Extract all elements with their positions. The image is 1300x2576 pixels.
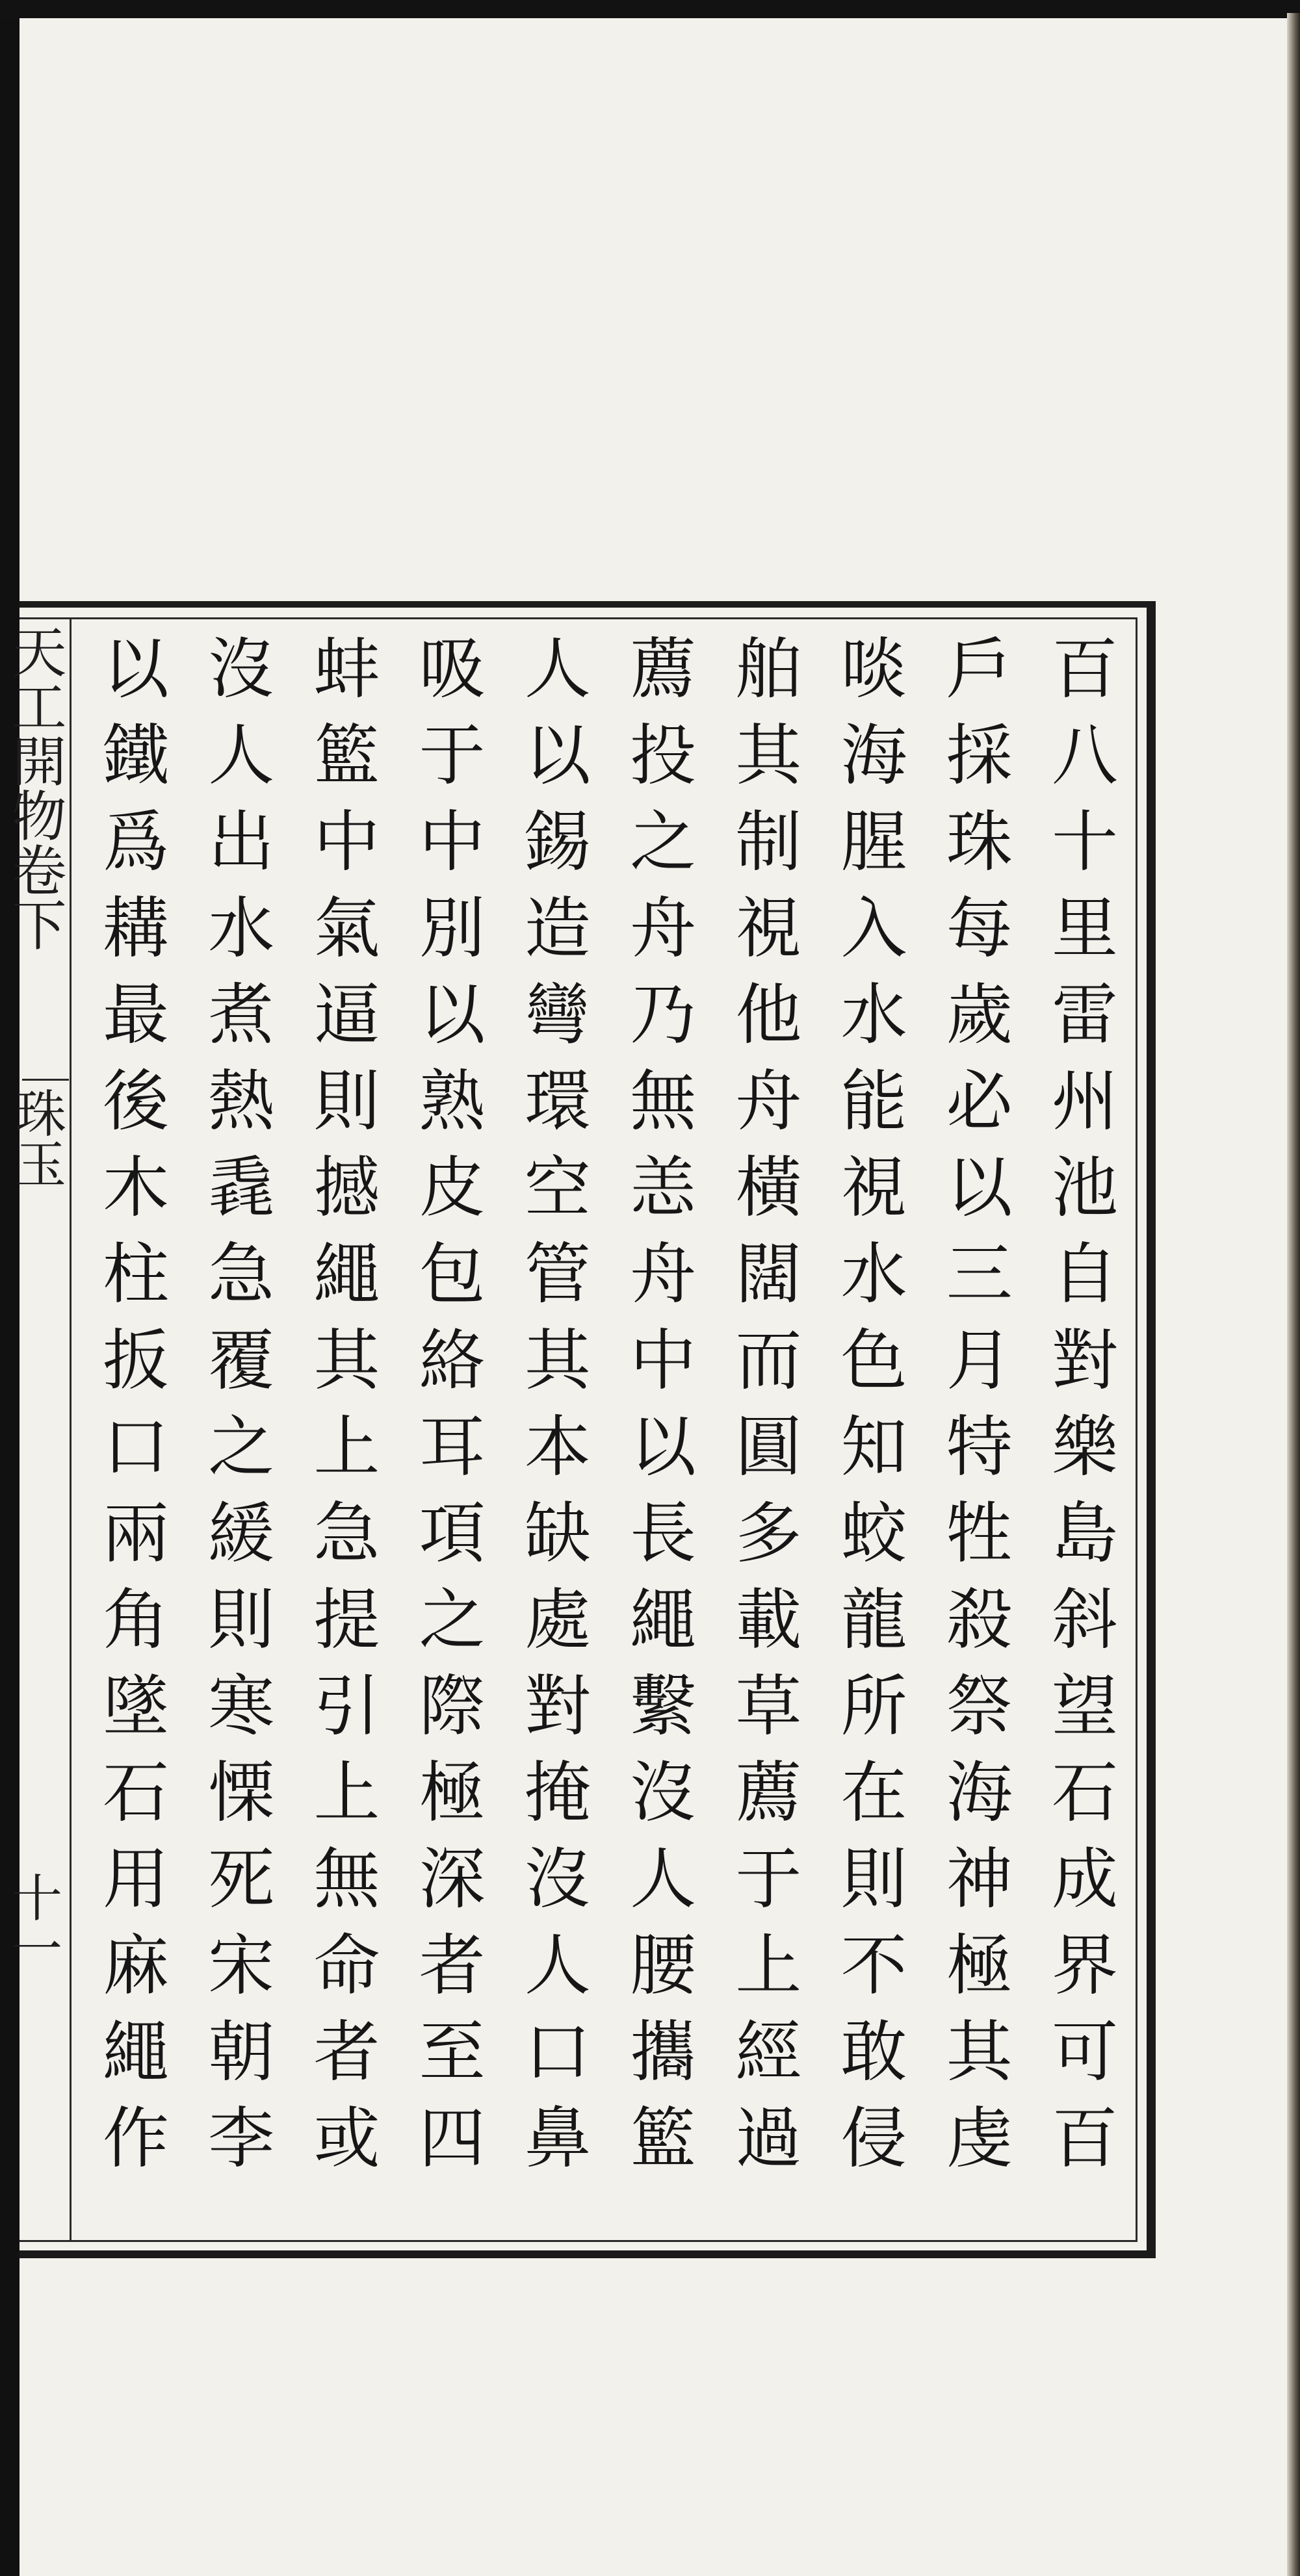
page-right-edge <box>1287 13 1300 2576</box>
text-column-1: 百八十里雷州池自對樂島斜望石成界可百 <box>1040 634 1118 2189</box>
text-column-10: 以鐵爲耩最後木柱扳口兩角墜石用麻繩作 <box>92 634 169 2189</box>
page-number: 十一 <box>3 1872 62 1973</box>
book-title: 天工開物卷下 <box>3 624 67 951</box>
section-title: 珠玉 <box>22 1079 69 1189</box>
text-column-2: 戶採珠每歲必以三月特牲殺祭海神極其虔 <box>935 634 1013 2189</box>
text-column-6: 人以錫造彎環空管其本缺處對掩沒人口鼻 <box>513 634 591 2189</box>
text-column-8: 蚌籃中氣逼則撼繩其上急提引上無命者或 <box>302 634 380 2189</box>
text-column-4: 舶其制視他舟橫闊而圓多載草薦于上經過 <box>724 634 802 2189</box>
text-column-7: 吸于中別以熟皮包絡耳項之際極深者至四 <box>408 634 486 2189</box>
text-body <box>84 634 1124 2232</box>
text-column-9: 沒人出水煮熱毳急覆之緩則寒慄死宋朝李 <box>197 634 275 2189</box>
text-column-3: 啖海腥入水能視水色知蛟龍所在則不敢侵 <box>829 634 907 2189</box>
text-column-5: 薦投之舟乃無恙舟中以長繩繫沒人腰攜籃 <box>619 634 697 2189</box>
page-top-edge <box>0 0 1300 19</box>
